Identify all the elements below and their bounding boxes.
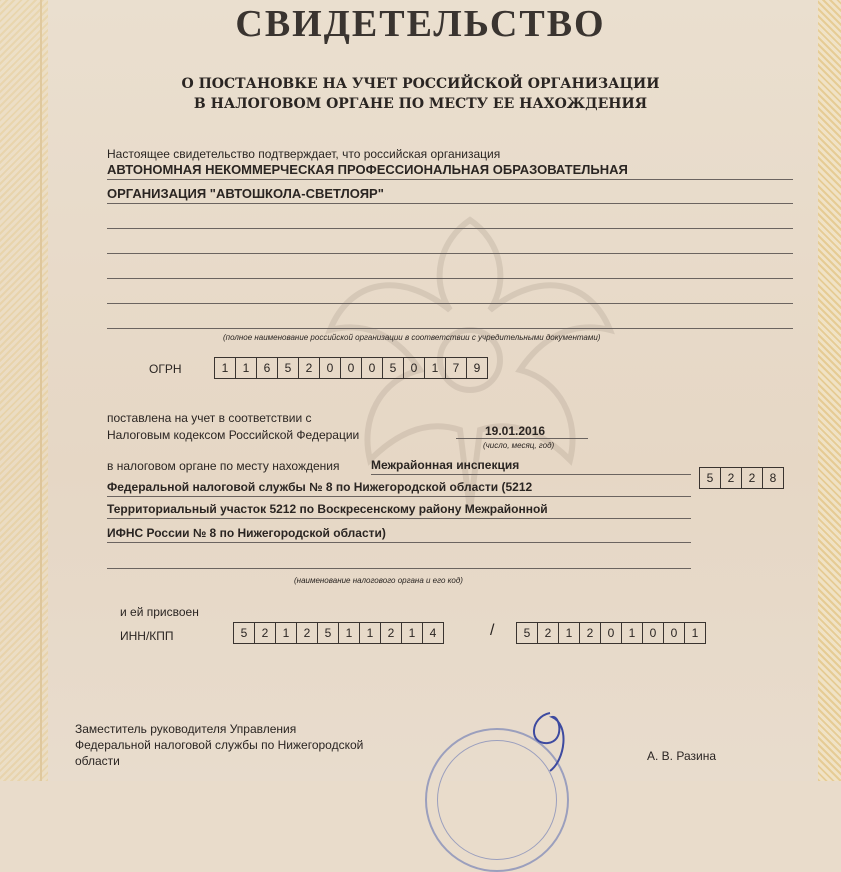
digit-cell: 1 <box>215 358 236 378</box>
ogrn-label: ОГРН <box>149 362 182 376</box>
digit-cell: 1 <box>339 623 360 643</box>
date-caption: (число, месяц, год) <box>483 441 555 450</box>
digit-cell: 5 <box>700 468 721 488</box>
ogrn-digit-boxes <box>214 357 488 379</box>
signer-title-line-2: Федеральной налоговой службы по Нижегородской <box>75 738 364 752</box>
tax-office-line-3: Территориальный участок 5212 по Воскресенскому району Межрайонной <box>107 502 548 516</box>
digit-cell: 4 <box>429 626 437 640</box>
digit-cell: 0 <box>404 358 425 378</box>
digit-cell: 0 <box>601 623 622 643</box>
digit-cell: 0 <box>664 623 685 643</box>
digit-cell: 1 <box>622 623 643 643</box>
tax-office-caption: (наименование налогового органа и его код) <box>294 576 463 585</box>
digit-cell: 1 <box>236 358 257 378</box>
tax-office-prefix: в налоговом органе по месту нахождения <box>107 459 340 473</box>
subtitle-line-1: О ПОСТАНОВКЕ НА УЧЕТ РОССИЙСКОЙ ОРГАНИЗАЦИИ <box>181 76 660 92</box>
digit-cell: 2 <box>299 358 320 378</box>
digit-cell: 5 <box>383 358 404 378</box>
tax-office-line-1: Межрайонная инспекция <box>371 458 520 472</box>
digit-cell: 9 <box>473 361 481 375</box>
digit-cell: 2 <box>742 468 763 488</box>
org-name-caption: (полное наименование российской организации в соответствии с учредительными документами) <box>223 333 601 342</box>
inn-digit-boxes <box>233 622 444 644</box>
digit-cell: 2 <box>580 623 601 643</box>
inn-kpp-label: ИНН/КПП <box>120 629 174 643</box>
digit-cell: 0 <box>320 358 341 378</box>
subtitle-line-2: В НАЛОГОВОМ ОРГАНЕ ПО МЕСТУ ЕЕ НАХОЖДЕНИЯ <box>193 96 648 112</box>
digit-cell: 1 <box>360 623 381 643</box>
assigned-label: и ей присвоен <box>120 605 199 619</box>
kpp-digit-boxes <box>516 622 706 644</box>
digit-cell: 5 <box>318 623 339 643</box>
inn-kpp-slash: / <box>490 622 495 639</box>
tax-office-line-2: Федеральной налоговой службы № 8 по Нижегородской области (5212 <box>107 480 533 494</box>
digit-cell: 1 <box>691 626 699 640</box>
digit-cell: 2 <box>721 468 742 488</box>
digit-cell: 2 <box>538 623 559 643</box>
registered-line-2: Налоговым кодексом Российской Федерации <box>107 428 360 442</box>
handwritten-signature <box>520 705 580 775</box>
registered-line-1: поставлена на учет в соответствии с <box>107 411 312 425</box>
org-name-line-1: АВТОНОМНАЯ НЕКОММЕРЧЕСКАЯ ПРОФЕССИОНАЛЬНАЯ ОБРАЗОВАТЕЛЬНАЯ <box>107 162 628 177</box>
ornamental-border-left <box>0 0 48 781</box>
org-name-line-2: ОРГАНИЗАЦИЯ "АВТОШКОЛА-СВЕТЛОЯР" <box>107 186 384 201</box>
digit-cell: 6 <box>257 358 278 378</box>
digit-cell: 7 <box>446 358 467 378</box>
tax-office-line-4: ИФНС России № 8 по Нижегородской области) <box>107 526 386 540</box>
digit-cell: 0 <box>362 358 383 378</box>
digit-cell: 8 <box>769 471 777 485</box>
digit-cell: 5 <box>278 358 299 378</box>
signer-name: А. В. Разина <box>647 749 716 763</box>
document-title: СВИДЕТЕЛЬСТВО <box>235 3 606 45</box>
intro-text: Настоящее свидетельство подтверждает, что российская организация <box>107 147 501 161</box>
digit-cell: 1 <box>276 623 297 643</box>
digit-cell: 0 <box>643 623 664 643</box>
digit-cell: 1 <box>559 623 580 643</box>
digit-cell: 1 <box>425 358 446 378</box>
digit-cell: 5 <box>517 623 538 643</box>
digit-cell: 5 <box>234 623 255 643</box>
signer-title-line-3: области <box>75 754 120 768</box>
digit-cell: 2 <box>381 623 402 643</box>
signer-title-line-1: Заместитель руководителя Управления <box>75 722 297 736</box>
registration-date: 19.01.2016 <box>485 424 546 438</box>
digit-cell: 2 <box>255 623 276 643</box>
tax-office-code-boxes <box>699 467 784 489</box>
ornamental-border-right <box>818 0 841 781</box>
digit-cell: 0 <box>341 358 362 378</box>
digit-cell: 1 <box>402 623 423 643</box>
digit-cell: 2 <box>297 623 318 643</box>
